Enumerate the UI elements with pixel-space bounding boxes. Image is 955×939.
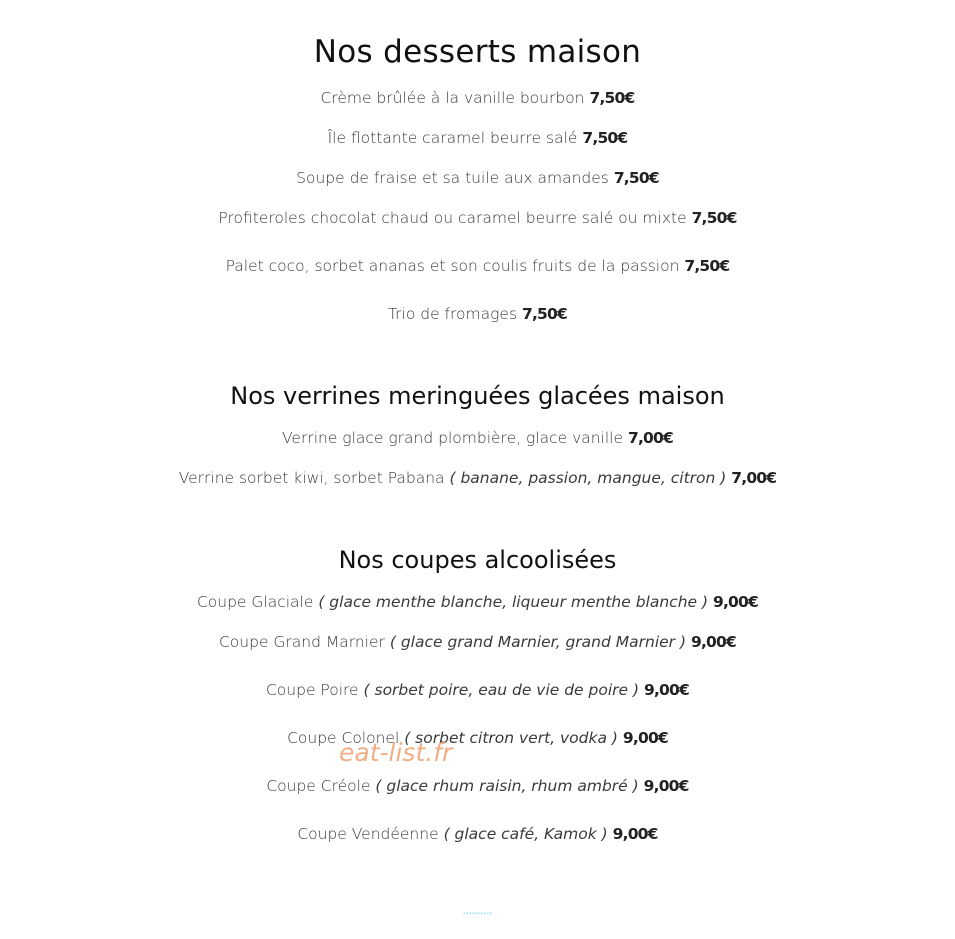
item-description: ( glace café, Kamok ) [443, 825, 608, 843]
item-price: 7,50€ [582, 129, 628, 147]
menu-item [0, 128, 955, 148]
coupes-section-title: Nos coupes alcoolisées [338, 546, 617, 574]
item-name: Île flottante caramel beurre salé [327, 129, 578, 147]
item-description: ( sorbet poire, eau de vie de poire ) [363, 681, 640, 699]
item-price: 7,00€ [731, 469, 777, 487]
item-description: ( glace grand Marnier, grand Marnier ) [389, 633, 687, 651]
item-price: 7,50€ [589, 89, 635, 107]
item-price: 7,50€ [691, 209, 737, 227]
item-name: Coupe Vendéenne [297, 825, 439, 843]
desserts-section-title: Nos desserts maison [313, 34, 642, 70]
item-name: Verrine sorbet kiwi, sorbet Pabana [178, 469, 445, 487]
item-description: ( glace menthe blanche, liqueur menthe blanche ) [318, 593, 709, 611]
item-name: Palet coco, sorbet ananas et son coulis fruits de la passion [225, 257, 680, 275]
menu-item [0, 256, 955, 276]
menu-item [0, 680, 955, 700]
item-price: 9,00€ [643, 681, 690, 699]
item-price: 9,00€ [612, 825, 658, 843]
item-price: 7,50€ [684, 257, 730, 275]
menu-item [0, 824, 955, 844]
item-price: 9,00€ [712, 593, 759, 611]
item-name: Trio de fromages [387, 305, 518, 323]
item-price: 7,00€ [627, 429, 673, 447]
menu-item [0, 776, 955, 796]
menu-item [0, 632, 955, 652]
menu-item [0, 428, 955, 448]
item-description: ( banane, passion, mangue, citron ) [449, 469, 727, 487]
item-description: ( sorbet citron vert, vodka ) [404, 729, 618, 747]
item-name: Coupe Créole [266, 777, 371, 795]
item-name: Coupe Glaciale [196, 593, 314, 611]
item-price: 9,00€ [643, 777, 689, 795]
item-name: Coupe Grand Marnier [218, 633, 385, 651]
menu-item [0, 592, 955, 612]
item-name: Verrine glace grand plombière, glace vanille [282, 429, 624, 447]
watermark-text: eat-list.fr [339, 738, 453, 767]
menu-item [0, 88, 955, 108]
item-name: Crème brûlée à la vanille bourbon [320, 89, 585, 107]
menu-item [0, 728, 955, 748]
item-name: Soupe de fraise et sa tuile aux amandes [296, 169, 609, 187]
item-price: 9,00€ [690, 633, 736, 651]
item-name: Profiteroles chocolat chaud ou caramel beurre salé ou mixte [218, 209, 687, 227]
menu-item [0, 468, 955, 488]
menu-item [0, 168, 955, 188]
item-price: 9,00€ [622, 729, 668, 747]
item-description: ( glace rhum raisin, rhum ambré ) [375, 777, 639, 795]
menu-item [0, 304, 955, 324]
item-name: Coupe Colonel [287, 729, 400, 747]
footer-decoration: •••••••••• [462, 911, 493, 917]
item-price: 7,50€ [613, 169, 659, 187]
menu-item [0, 208, 955, 228]
verrines-section-title: Nos verrines meringuées glacées maison [230, 382, 725, 410]
item-price: 7,50€ [521, 305, 568, 323]
item-name: Coupe Poire [265, 681, 359, 699]
